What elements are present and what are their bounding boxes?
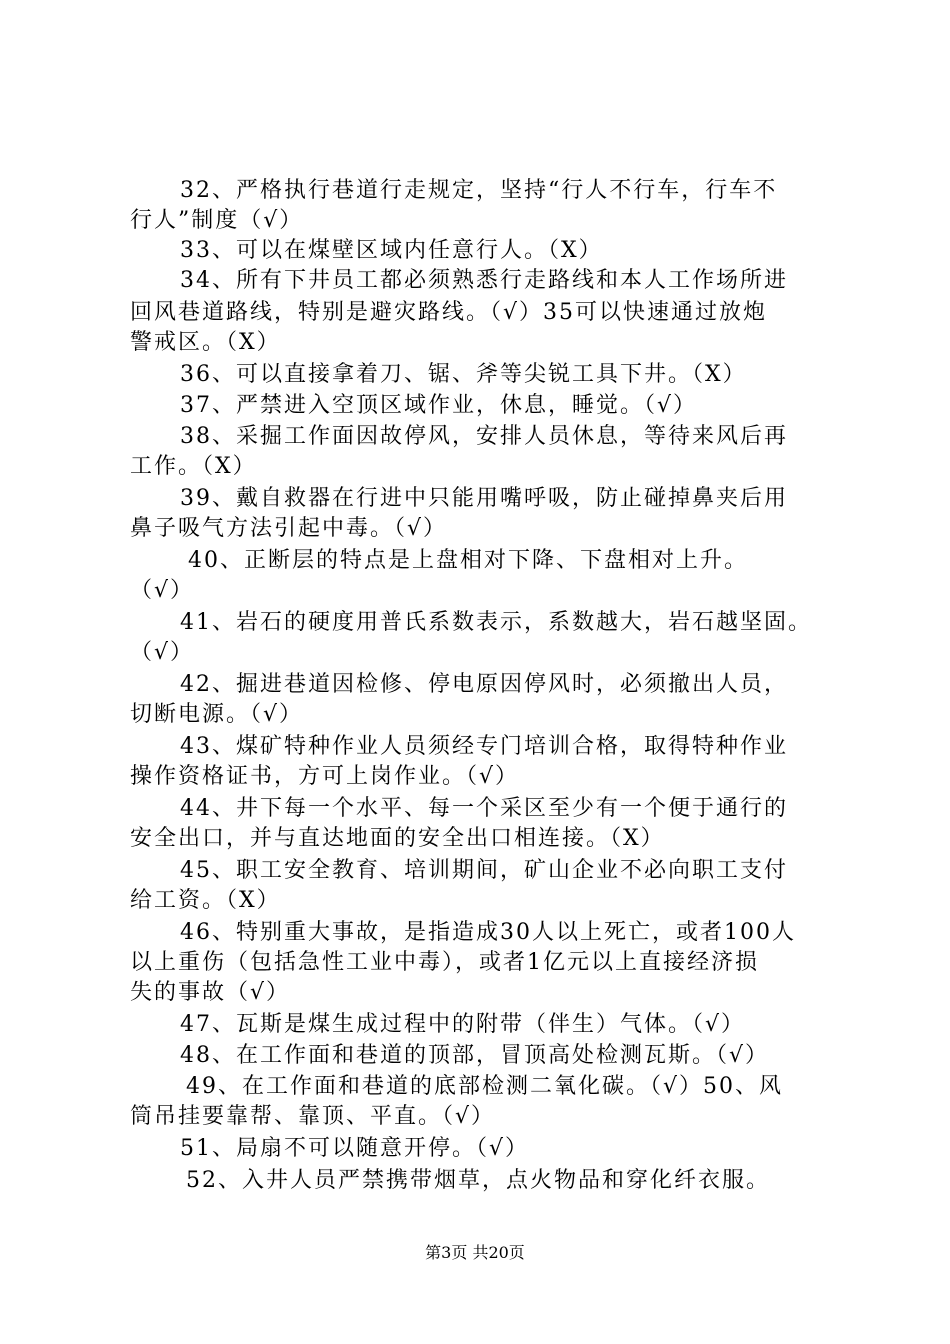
text-line: 37、严禁进入空顶区域作业，休息，睡觉。（√） — [180, 393, 698, 418]
text-line: 警戒区。（X） — [130, 330, 281, 355]
text-line: 40、正断层的特点是上盘相对下降、下盘相对上升。 — [188, 548, 748, 573]
text-line: 47、瓦斯是煤生成过程中的附带（伴生）气体。（√） — [180, 1012, 746, 1037]
text-line: （√） — [130, 578, 195, 603]
page-number-footer: 第3页 共20页 — [425, 1243, 525, 1262]
text-line: 鼻子吸气方法引起中毒。（√） — [130, 516, 448, 541]
text-line: 行人”制度（√） — [130, 208, 304, 233]
text-line: 38、采掘工作面因故停风，安排人员休息，等待来风后再 — [180, 424, 788, 449]
text-line: 筒吊挂要靠帮、靠顶、平直。（√） — [130, 1104, 496, 1129]
text-line: 48、在工作面和巷道的顶部，冒顶高处检测瓦斯。（√） — [180, 1043, 770, 1068]
text-line: 回风巷道路线，特别是避灾路线。（√）35可以快速通过放炮 — [130, 300, 768, 325]
text-line: 失的事故（√） — [130, 980, 291, 1005]
text-line: 45、职工安全教育、培训期间，矿山企业不必向职工支付 — [180, 858, 788, 883]
text-line: 给工资。（X） — [130, 888, 281, 913]
text-line: 39、戴自救器在行进中只能用嘴呼吸，防止碰掉鼻夹后用 — [180, 486, 788, 511]
text-line: 33、可以在煤壁区域内任意行人。（X） — [180, 238, 603, 263]
text-line: 操作资格证书，方可上岗作业。（√） — [130, 764, 520, 789]
text-line: （√） — [130, 640, 195, 665]
text-line: 49、在工作面和巷道的底部检测二氧化碳。（√）50、风 — [186, 1074, 784, 1099]
text-line: 以上重伤（包括急性工业中毒），或者1亿元以上直接经济损 — [130, 950, 759, 975]
text-line: 42、掘进巷道因检修、停电原因停风时，必须撤出人员， — [180, 672, 788, 697]
text-line: 41、岩石的硬度用普氏系数表示，系数越大，岩石越坚固。 — [180, 610, 812, 635]
text-line: 52、入井人员严禁携带烟草，点火物品和穿化纤衣服。 — [186, 1168, 770, 1193]
text-line: 43、煤矿特种作业人员须经专门培训合格，取得特种作业 — [180, 734, 788, 759]
text-line: 51、局扇不可以随意开停。（√） — [180, 1136, 530, 1161]
text-line: 32、严格执行巷道行走规定，坚持“行人不行车，行车不 — [180, 178, 778, 203]
text-line: 切断电源。（√） — [130, 702, 304, 727]
text-line: 44、井下每一个水平、每一个采区至少有一个便于通行的 — [180, 796, 788, 821]
text-line: 34、所有下井员工都必须熟悉行走路线和本人工作场所进 — [180, 268, 788, 293]
text-line: 36、可以直接拿着刀、锯、斧等尖锐工具下井。（X） — [180, 362, 747, 387]
text-line: 工作。（X） — [130, 454, 257, 479]
text-line: 46、特别重大事故，是指造成30人以上死亡，或者100人 — [180, 920, 796, 945]
text-line: 安全出口，并与直达地面的安全出口相连接。（X） — [130, 826, 665, 851]
